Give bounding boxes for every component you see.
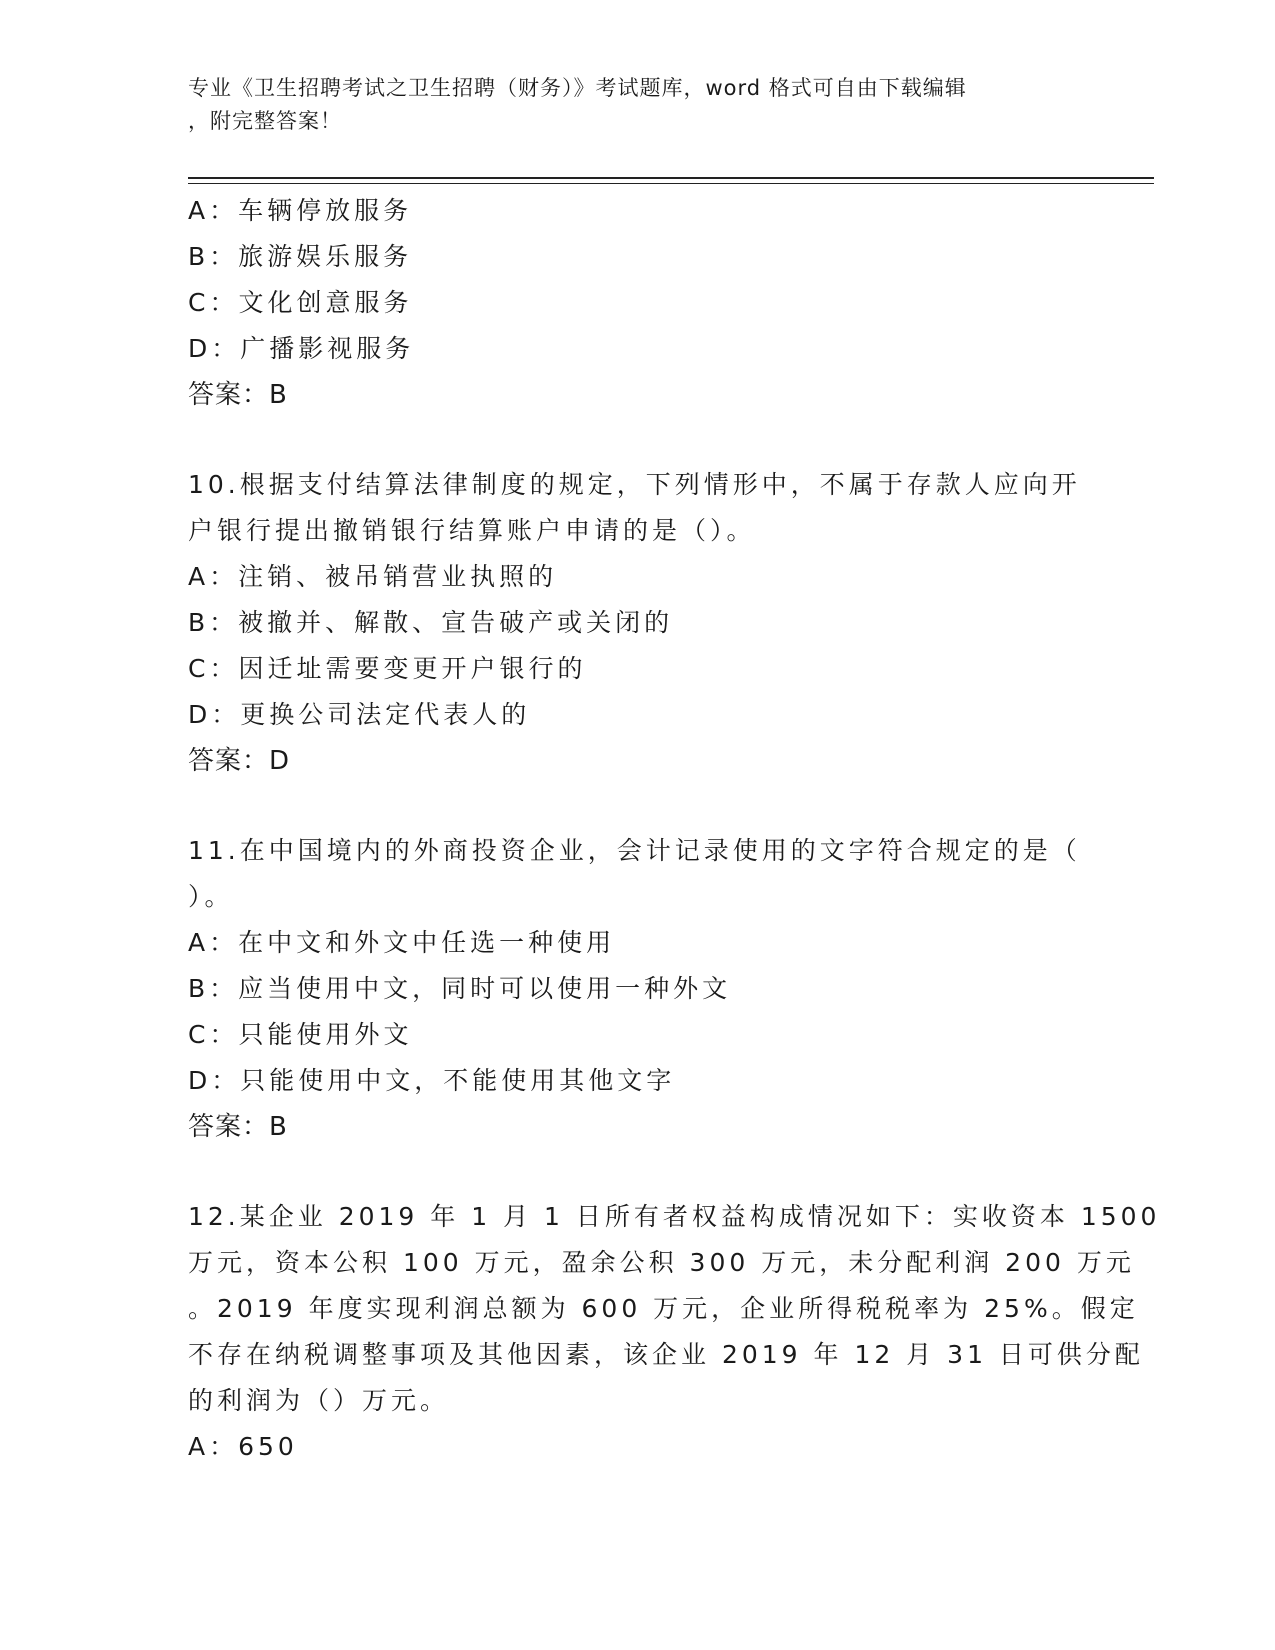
header-rule-thick [188, 177, 1154, 179]
question-stem-line: 不存在纳税调整事项及其他因素，该企业 2019 年 12 月 31 日可供分配 [188, 1340, 1144, 1369]
option-d: D：只能使用中文，不能使用其他文字 [188, 1066, 676, 1095]
option-b: B：应当使用中文，同时可以使用一种外文 [188, 974, 732, 1003]
question-stem-line: 12.某企业 2019 年 1 月 1 日所有者权益构成情况如下：实收资本 1500 [188, 1202, 1161, 1231]
option-d: D：更换公司法定代表人的 [188, 700, 531, 729]
option-a: A：650 [188, 1432, 298, 1461]
answer: 答案：B [188, 380, 288, 410]
question-stem-line: 户银行提出撤销银行结算账户申请的是（）。 [188, 516, 756, 545]
option-c: C：只能使用外文 [188, 1020, 413, 1049]
option-a: A：在中文和外文中任选一种使用 [188, 928, 616, 957]
option-c: C：文化创意服务 [188, 288, 413, 317]
question-12 [188, 1194, 1161, 1470]
question-9 [188, 188, 1088, 418]
question-10 [188, 462, 1088, 784]
question-stem-line: 的利润为（）万元。 [188, 1386, 450, 1415]
question-stem-line: 11.在中国境内的外商投资企业，会计记录使用的文字符合规定的是（ [188, 836, 1081, 865]
document-header [188, 72, 1068, 138]
option-a: A：注销、被吊销营业执照的 [188, 562, 558, 591]
header-line-2: ，附完整答案！ [188, 109, 342, 133]
question-stem-line: ）。 [188, 882, 234, 911]
question-11 [188, 828, 1088, 1150]
option-c: C：因迁址需要变更开户银行的 [188, 654, 587, 683]
question-stem-line: 。2019 年度实现利润总额为 600 万元，企业所得税税率为 25%。假定 [188, 1294, 1139, 1323]
answer: 答案：B [188, 1112, 288, 1142]
header-rule-thin [188, 183, 1154, 184]
header-line-1: 专业《卫生招聘考试之卫生招聘（财务）》考试题库，word 格式可自由下载编辑 [188, 76, 967, 100]
answer: 答案：D [188, 746, 291, 776]
option-b: B：被撤并、解散、宣告破产或关闭的 [188, 608, 674, 637]
question-stem-line: 10.根据支付结算法律制度的规定，下列情形中，不属于存款人应向开 [188, 470, 1081, 499]
option-d: D：广播影视服务 [188, 334, 415, 363]
question-list [188, 188, 1161, 1470]
question-stem-line: 万元，资本公积 100 万元，盈余公积 300 万元，未分配利润 200 万元 [188, 1248, 1135, 1277]
option-a: A：车辆停放服务 [188, 196, 413, 225]
option-b: B：旅游娱乐服务 [188, 242, 413, 271]
